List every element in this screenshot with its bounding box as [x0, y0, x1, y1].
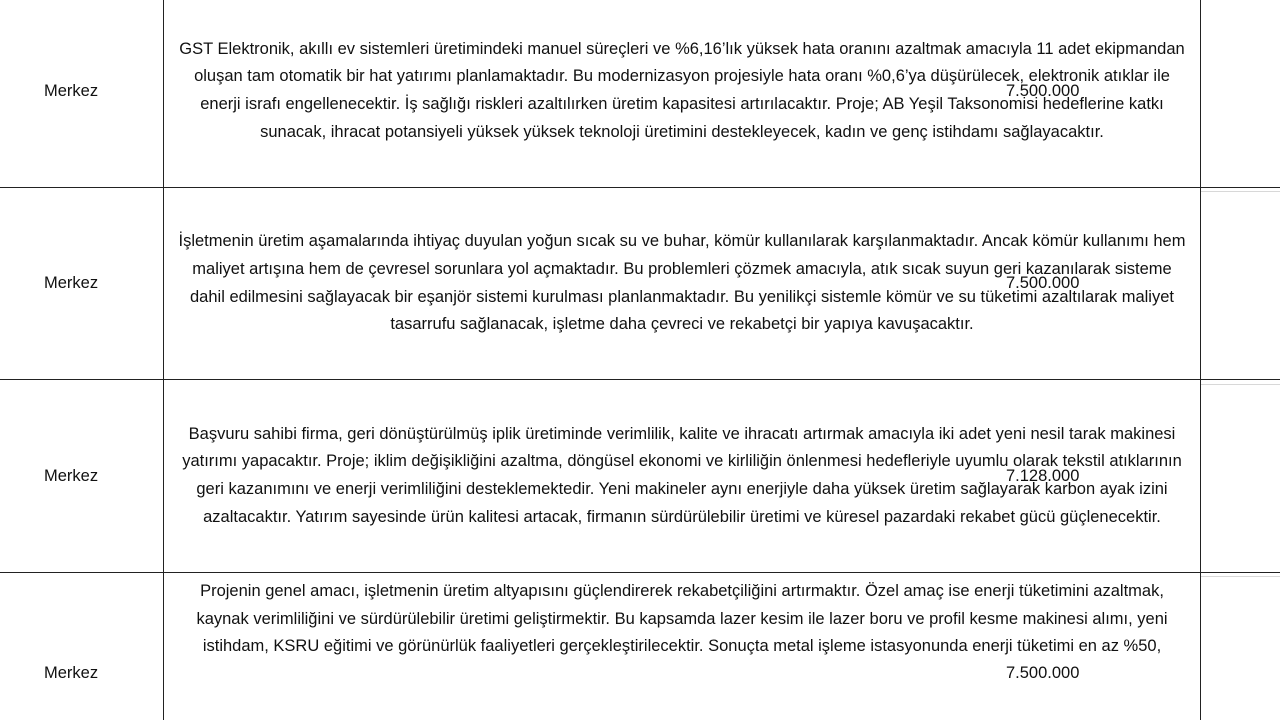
- region-cell: [0, 573, 164, 720]
- description-text: Başvuru sahibi firma, geri dönüştürülmüş iplik üretiminde verimlilik, kalite ve ihracatı artırmak amacıyla iki adet yeni nesil tarak makinesi yatırımı yapacaktır. Proje; iklim değişikliğini azaltma, döngüsel ekonomi ve kirliliğin önlenmesi hedefleriyle uyumlu olarak tekstil atıklarının geri kazanımını ve enerji verimliliğini desteklemektedir. Yeni makineler aynı enerjiyle daha yüksek üretim sağlayarak karbon ayak izini azaltacaktır. Yatırım sayesinde ürün kalitesi artacak, firmanın sürdürülebilir üretimi ve küresel pazardaki rekabet gücü güçlenecektir.: [182, 424, 1182, 526]
- amount-cell: [1006, 573, 1079, 720]
- table-row: [0, 0, 1280, 188]
- amount-cell: [1006, 188, 1079, 379]
- region-text: Merkez: [44, 274, 99, 292]
- amount-text: 7.128.000: [1006, 466, 1080, 485]
- region-cell: [0, 0, 164, 187]
- table-row: [0, 380, 1280, 573]
- region-text: Merkez: [44, 81, 99, 100]
- region-cell: [0, 380, 164, 572]
- region-text: Merkez: [44, 466, 99, 485]
- amount-text: 7.500.000: [1006, 81, 1080, 100]
- grid-line: [1201, 576, 1280, 577]
- region-cell: [0, 188, 164, 379]
- description-text: GST Elektronik, akıllı ev sistemleri üretimindeki manuel süreçleri ve %6,16’lık yüksek hata oranını azaltmak amacıyla 11 adet ekipmandan oluşan tam otomatik bir hat yatırımı planlamaktadır. Bu modernizasyon projesiyle hata oranı %0,6’ya düşürülecek, elektronik atıklar ile enerji israfı engellenecektir. İş sağlığı riskleri azaltılırken üretim kapasitesi artırılacaktır. Proje; AB Yeşil Taksonomisi hedeflerine katkı sunacak, ihracat potansiyeli yüksek yüksek teknoloji üretimini destekleyecek, kadın ve genç istihdamı sağlayacaktır.: [179, 39, 1185, 141]
- amount-cell: [1006, 380, 1079, 572]
- description-text: İşletmenin üretim aşamalarında ihtiyaç duyulan yoğun sıcak su ve buhar, kömür kullanılarak karşılanmaktadır. Ancak kömür kullanımı hem maliyet artışına hem de çevresel sorunlara yol açmaktadır. Bu problemleri çözmek amacıyla, atık sıcak suyun geri kazanılarak sisteme dahil edilmesini sağlayacak bir eşanjör sistemi kurulması planlanmaktadır. Bu yenilikçi sistemle kömür ve su tüketimi azaltılarak maliyet tasarrufu sağlanacak, işletme daha çevreci ve rekabetçi bir yapıya kavuşacaktır.: [178, 232, 1186, 334]
- amount-cell: [1006, 0, 1079, 187]
- table-row: [0, 188, 1280, 380]
- description-text: Projenin genel amacı, işletmenin üretim altyapısını güçlendirerek rekabetçiliğini artırmaktır. Özel amaç ise enerji tüketimini azaltmak, kaynak verimliliğini ve sürdürülebilir üretimi geliştirmektir. Bu kapsamda lazer kesim ile lazer boru ve profil kesme makinesi alımı, yeni istihdam, KSRU eğitimi ve görünürlük faaliyetleri gerçekleştirilecektir. Sonuçta metal işleme istasyonunda enerji tüketimi en az %50,: [196, 582, 1168, 656]
- grid-line: [1201, 191, 1280, 192]
- grid-line: [1201, 384, 1280, 385]
- table-row: [0, 573, 1280, 720]
- amount-text: 7.500.000: [1006, 663, 1080, 682]
- region-text: Merkez: [44, 663, 99, 682]
- amount-text: 7.500.000: [1006, 274, 1080, 292]
